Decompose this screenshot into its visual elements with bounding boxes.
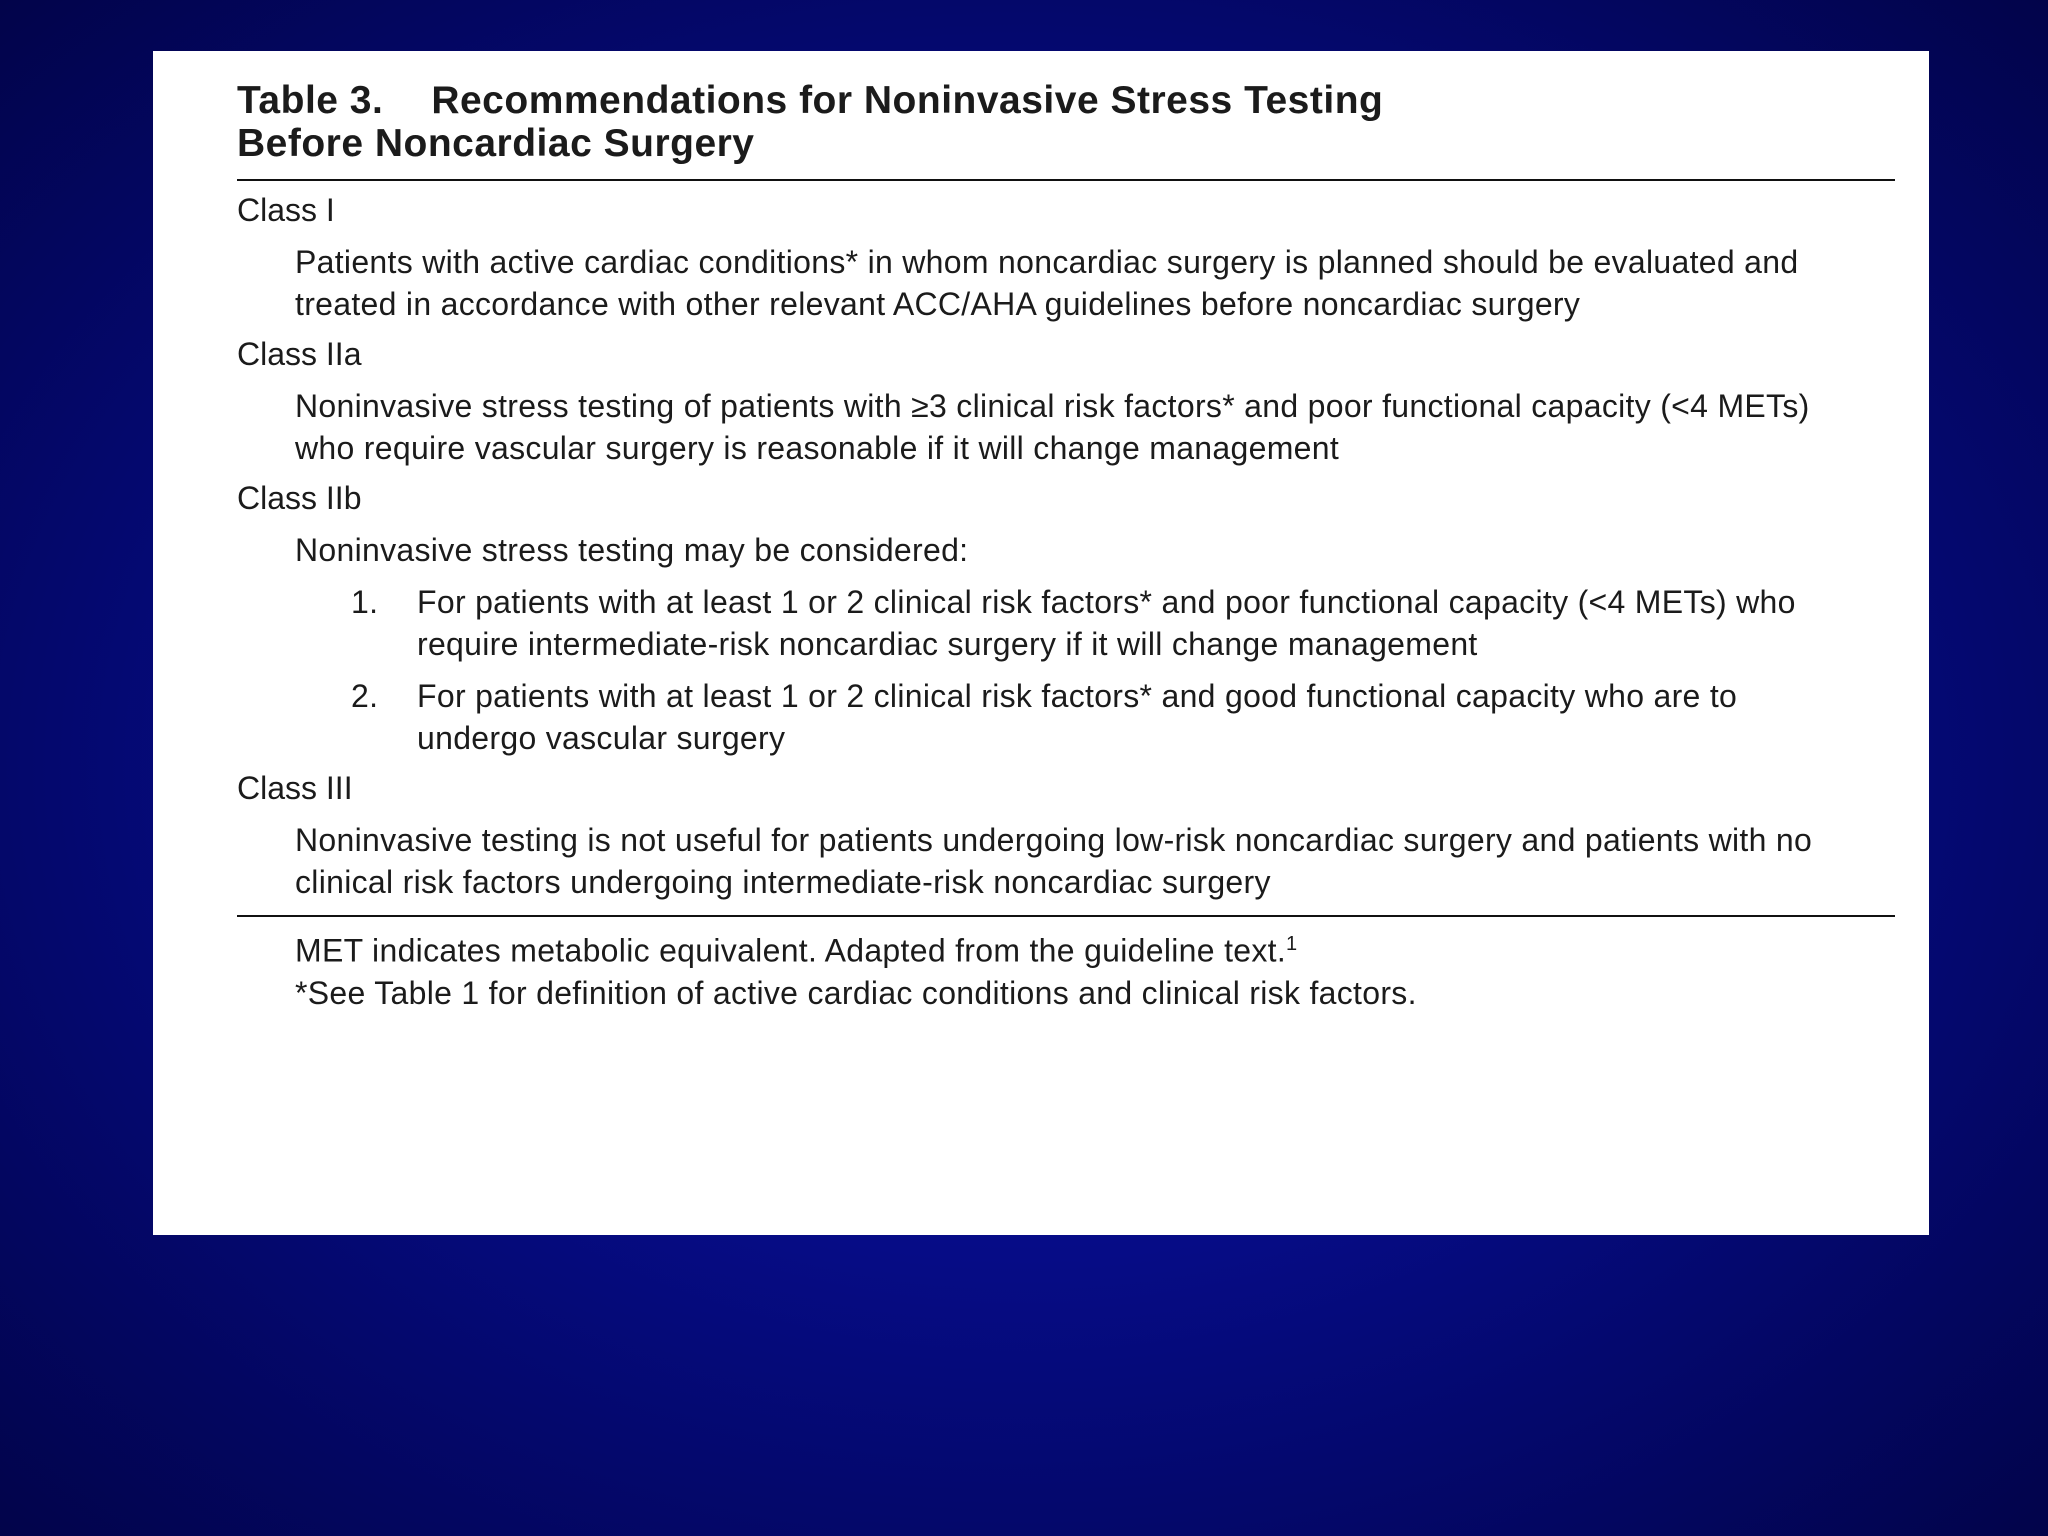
item-text: For patients with at least 1 or 2 clinical risk factors* and good functional capacity who are to undergo vascular surgery — [417, 678, 1738, 756]
class-2b-item-2 — [237, 675, 1895, 759]
footnote-ref: 1 — [1286, 933, 1298, 955]
table-label: Table 3. — [237, 79, 384, 122]
table-panel — [153, 51, 1929, 1235]
class-2b-heading: Class IIb — [237, 480, 362, 516]
table-title-line2: Before Noncardiac Surgery — [237, 122, 755, 165]
class-3-text: Noninvasive testing is not useful for patients undergoing low-risk noncardiac surgery and patients with no clinical risk factors undergoing intermediate-risk noncardiac surgery — [295, 822, 1813, 900]
footnotes — [237, 923, 1895, 1014]
top-rule — [237, 179, 1895, 181]
item-number: 2. — [351, 678, 379, 714]
class-2b-intro: Noninvasive stress testing may be considered: — [295, 532, 969, 568]
class-2b-item-1 — [237, 581, 1895, 665]
footnote-1: MET indicates metabolic equivalent. Adapted from the guideline text.$^1$ — [295, 932, 1298, 969]
item-number: 1. — [351, 584, 379, 620]
class-2a-heading: Class IIa — [237, 336, 362, 372]
footnote-2: *See Table 1 for definition of active cardiac conditions and clinical risk factors. — [295, 974, 1417, 1011]
class-3-heading: Class III — [237, 770, 353, 806]
table-title-line1: Recommendations for Noninvasive Stress Testing — [431, 79, 1384, 122]
item-text: For patients with at least 1 or 2 clinical risk factors* and poor functional capacity (<4 METs) who require intermediate-risk noncardiac surgery if it will change management — [417, 584, 1796, 662]
table-title — [237, 79, 1895, 165]
class-2a-text: Noninvasive stress testing of patients with ≥3 clinical risk factors* and poor functional capacity (<4 METs) who require vascular surgery is reasonable if it will change management — [295, 388, 1810, 466]
bottom-rule — [237, 915, 1895, 917]
class-1-heading: Class I — [237, 192, 335, 228]
class-1-text: Patients with active cardiac conditions* in whom noncardiac surgery is planned should be evaluated and treated in accordance with other relevant ACC/AHA guidelines before noncardiac surgery — [295, 244, 1799, 322]
